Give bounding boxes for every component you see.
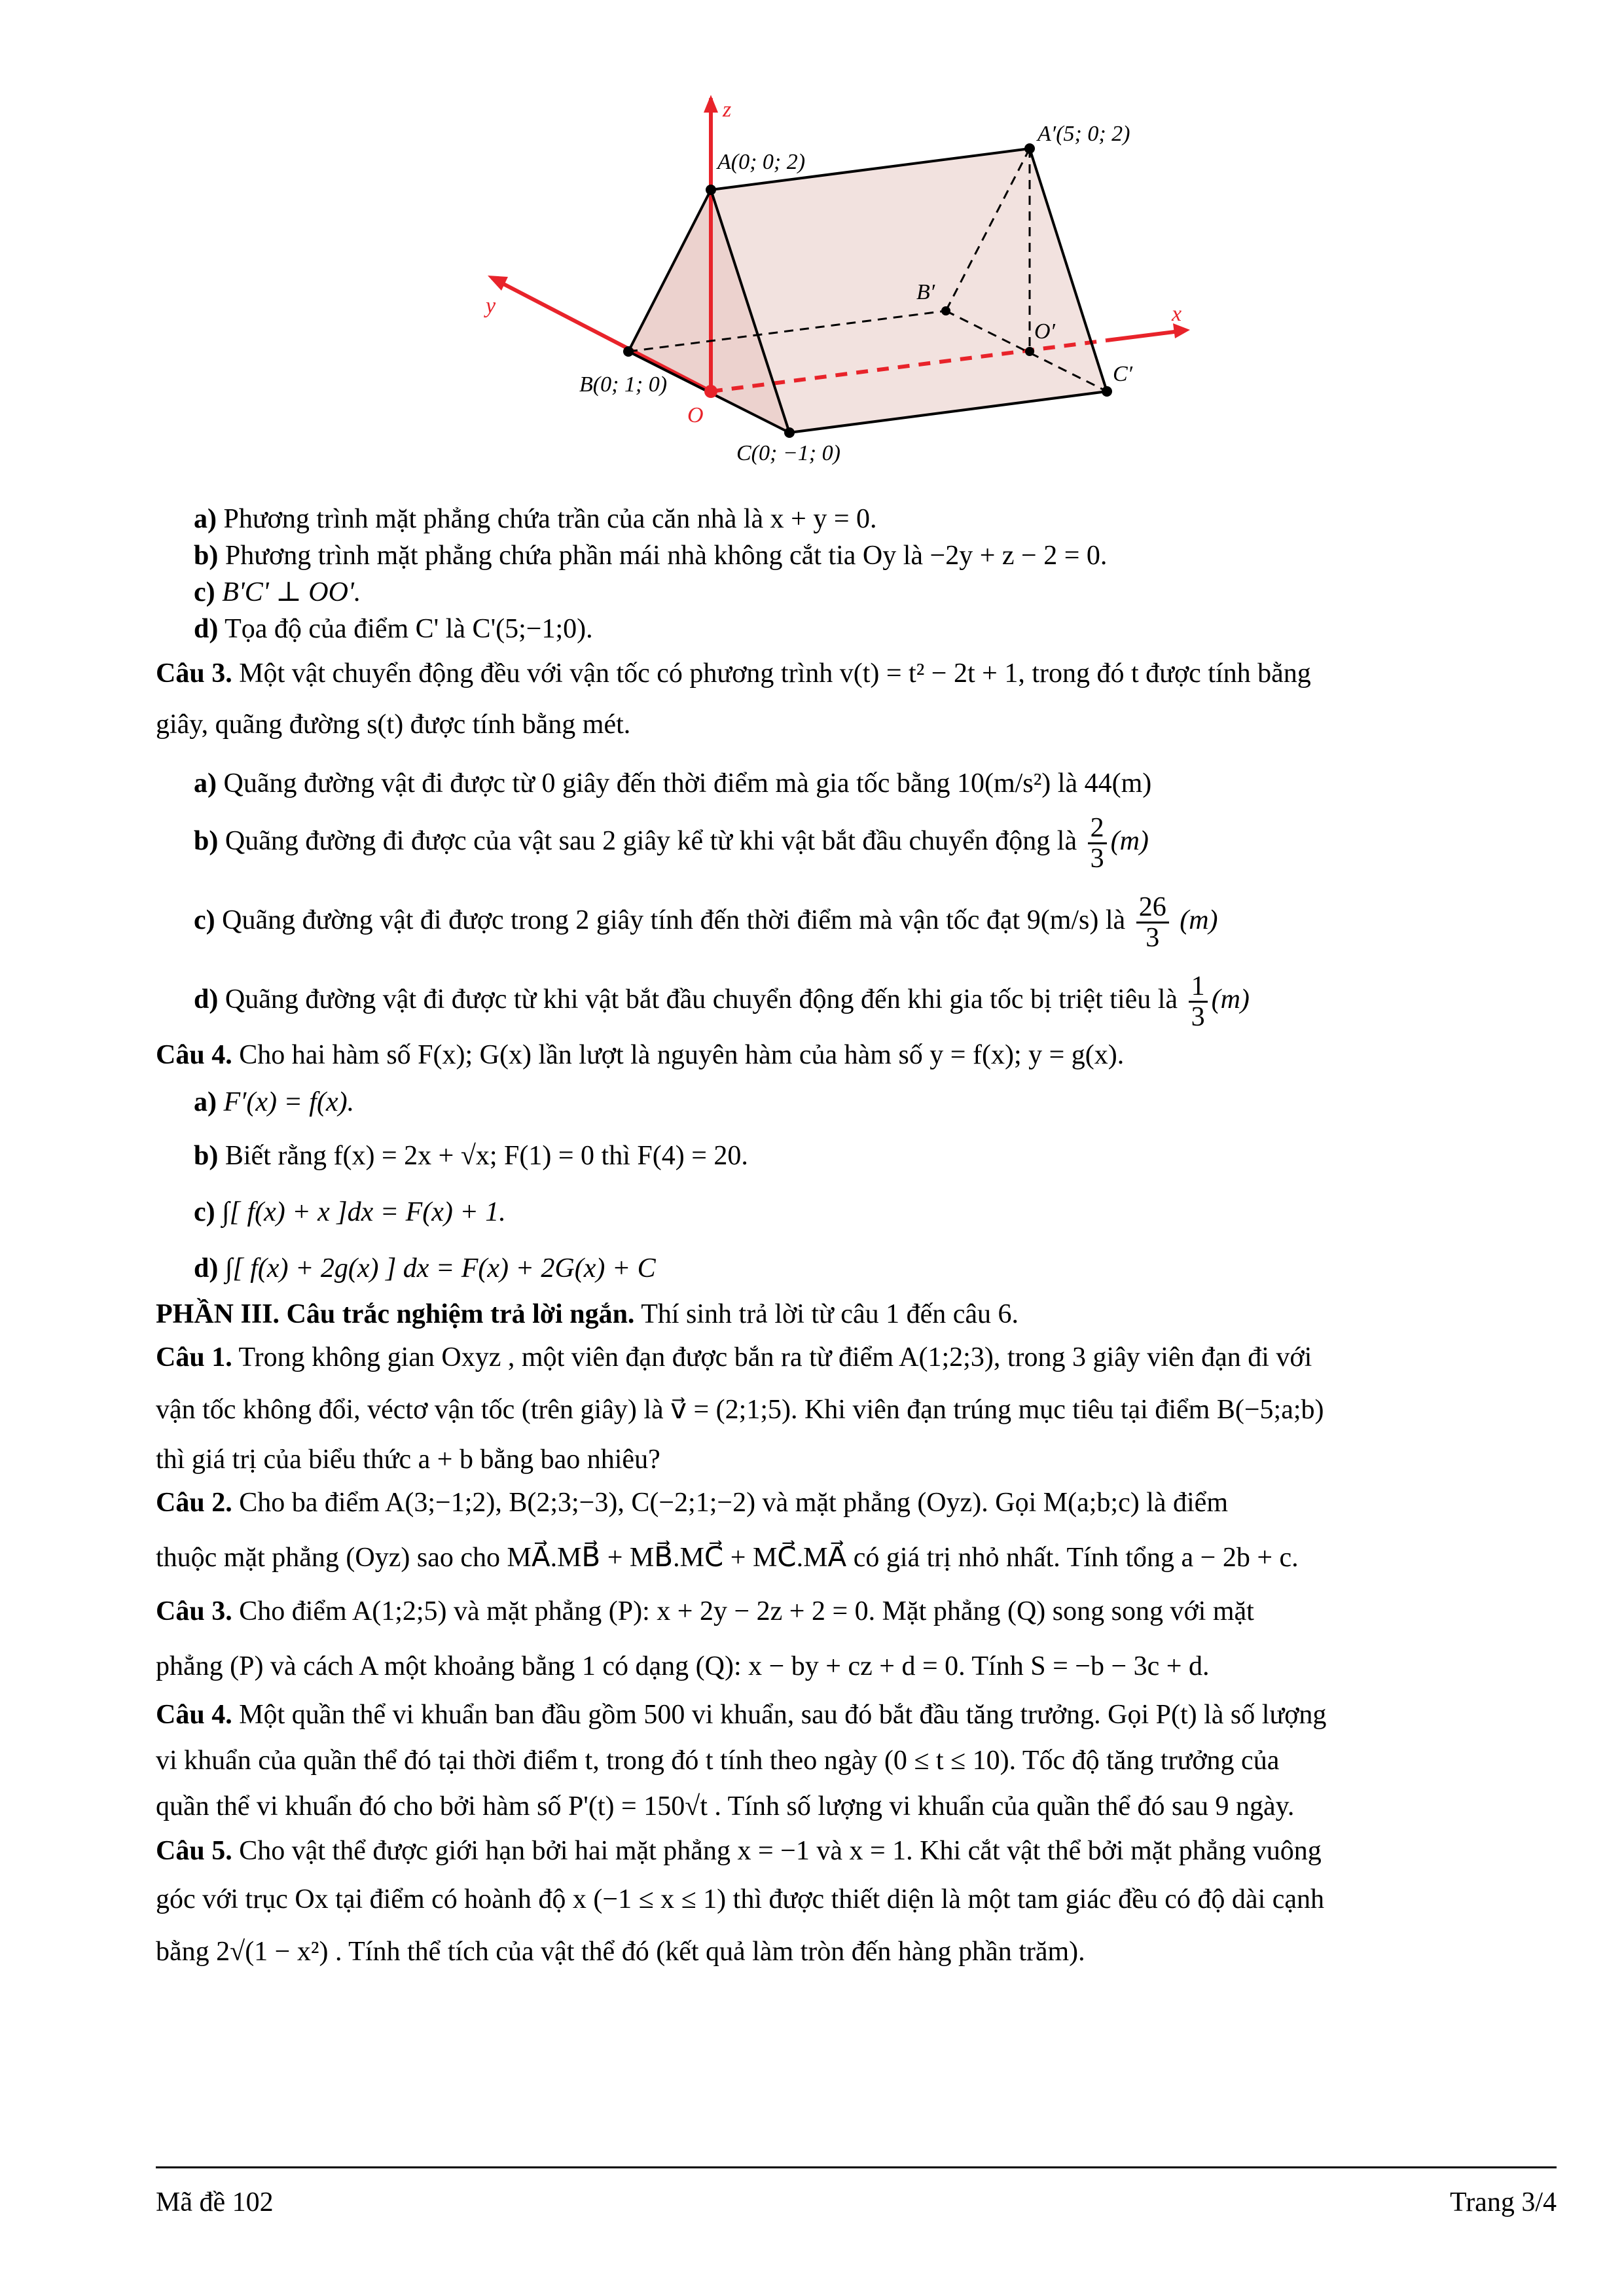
page-number: Trang 3/4 xyxy=(1450,2187,1557,2217)
question-line: bằng 2√(1 − x²) . Tính thể tích của vật thể đó (kết quả làm tròn đến hàng phần trăm). xyxy=(156,1936,1085,1967)
q2-item-a: a) Phương trình mặt phẳng chứa trần của căn nhà là x + y = 0. xyxy=(194,504,877,534)
part3 xyxy=(156,1296,1557,1970)
fraction: $\frac{1}{3}$ xyxy=(1189,972,1208,1031)
label-O: O xyxy=(687,403,704,427)
q3-stem-2: giây, quãng đường s(t) được tính bằng mét. xyxy=(156,709,631,740)
part3-question-5 xyxy=(156,1833,1557,1970)
q4-item-b: b) Biết rằng f(x) = 2x + √x; F(1) = 0 thì F(4) = 20. xyxy=(194,1140,748,1171)
label-y: y xyxy=(486,294,496,318)
label-z: z xyxy=(723,98,732,122)
q3-item-d: d) Quãng đường vật đi được từ khi vật bắt đầu chuyển động đến khi gia tốc bị triệt tiêu là $\frac{1}{3}$ (m) xyxy=(194,971,1250,1032)
content xyxy=(156,501,1557,1970)
label-A1: A′(5; 0; 2) xyxy=(1038,122,1130,146)
question-line: thuộc mặt phẳng (Oyz) sao cho MA⃗.MB⃗ + MB⃗.MC⃗ + MC⃗.MA⃗ có giá trị nhỏ nhất. Tính tổng a − 2b + c. xyxy=(156,1542,1299,1573)
q3-item-b: b) Quãng đường đi được của vật sau 2 giây kể từ khi vật bắt đầu chuyển động là $\frac{2}{3}$ (m) xyxy=(194,812,1149,874)
question-line: quần thể vi khuẩn đó cho bởi hàm số P'(t) = 150√t . Tính số lượng vi khuẩn của quần thể đó sau 9 ngày. xyxy=(156,1791,1295,1821)
point-O xyxy=(704,385,717,398)
q2-item-d: d) Tọa độ của điểm C' là C'(5;−1;0). xyxy=(194,614,593,644)
question-line: Câu 4. Một quần thể vi khuẩn ban đầu gồm 500 vi khuẩn, sau đó bắt đầu tăng trưởng. Gọi P(t) là số lượng xyxy=(156,1699,1327,1730)
x-axis xyxy=(1107,331,1185,340)
point-A xyxy=(706,185,716,195)
question-line: phẳng (P) và cách A một khoảng bằng 1 có dạng (Q): x − by + cz + d = 0. Tính S = −b − 3c + d. xyxy=(156,1651,1210,1681)
q3 xyxy=(156,655,1557,1031)
part3-question-2 xyxy=(156,1484,1557,1576)
q2-item-b: b) Phương trình mặt phẳng chứa phần mái nhà không cắt tia Oy là −2y + z − 2 = 0. xyxy=(194,541,1108,571)
part3-question-1 xyxy=(156,1339,1557,1478)
z-axis-arrow xyxy=(704,95,718,113)
q2-item-c: c) B'C' ⊥ OO'. xyxy=(194,577,361,607)
label-B: B(0; 1; 0) xyxy=(579,372,668,397)
point-O1 xyxy=(1025,347,1034,356)
page-footer xyxy=(156,2166,1557,2217)
prism-figure xyxy=(0,0,1624,497)
q4-stem: Câu 4. Cho hai hàm số F(x); G(x) lần lượt là nguyên hàm của hàm số y = f(x); y = g(x). xyxy=(156,1039,1125,1070)
fraction: $\frac{2}{3}$ xyxy=(1088,814,1107,873)
fraction: $\frac{26}{3}$ xyxy=(1136,893,1169,952)
question-line: góc với trục Ox tại điểm có hoành độ x (−1 ≤ x ≤ 1) thì được thiết diện là một tam giác đều có độ dài cạnh xyxy=(156,1884,1325,1914)
exam-code: Mã đề 102 xyxy=(156,2187,274,2217)
part3-question-3 xyxy=(156,1593,1557,1685)
label-O1: O′ xyxy=(1034,319,1055,344)
question-line: Câu 1. Trong không gian Oxyz , một viên đạn được bắn ra từ điểm A(1;2;3), trong 3 giây viên đạn đi với xyxy=(156,1342,1312,1372)
label-C1: C′ xyxy=(1113,362,1133,386)
question-line: Câu 3. Cho điểm A(1;2;5) và mặt phẳng (P): x + 2y − 2z + 2 = 0. Mặt phẳng (Q) song song với mặt xyxy=(156,1596,1254,1626)
point-C xyxy=(784,427,795,438)
point-A1 xyxy=(1024,143,1035,154)
q4-item-d: d) ∫[ f(x) + 2g(x) ] dx = F(x) + 2G(x) + C xyxy=(194,1253,656,1283)
question-line: vi khuẩn của quần thể đó tại thời điểm t, trong đó t tính theo ngày (0 ≤ t ≤ 10). Tốc độ tăng trưởng của xyxy=(156,1745,1280,1776)
y-axis-arrow xyxy=(488,276,508,291)
q2-items xyxy=(156,501,1557,647)
question-line: thì giá trị của biểu thức a + b bằng bao nhiêu? xyxy=(156,1444,660,1475)
point-C1 xyxy=(1102,386,1112,397)
q4-item-a: a) F′(x) = f(x). xyxy=(194,1086,355,1117)
question-line: vận tốc không đổi, véctơ vận tốc (trên giây) là v⃗ = (2;1;5). Khi viên đạn trúng mục tiêu tại điểm B(−5;a;b) xyxy=(156,1394,1324,1425)
q3-stem: Câu 3. Một vật chuyển động đều với vận tốc có phương trình v(t) = t² − 2t + 1, trong đó t được tính bằng xyxy=(156,658,1311,689)
question-line: Câu 5. Cho vật thể được giới hạn bởi hai mặt phẳng x = −1 và x = 1. Khi cắt vật thể bởi mặt phẳng vuông xyxy=(156,1835,1322,1866)
q4-item-c: c) ∫[ f(x) + x ]dx = F(x) + 1. xyxy=(194,1196,506,1227)
part3-heading: PHẦN III. Câu trắc nghiệm trả lời ngắn. Thí sinh trả lời từ câu 1 đến câu 6. xyxy=(156,1299,1019,1329)
question-line: Câu 2. Cho ba điểm A(3;−1;2), B(2;3;−3), C(−2;1;−2) và mặt phẳng (Oyz). Gọi M(a;b;c) là điểm xyxy=(156,1487,1228,1518)
point-B xyxy=(623,346,634,357)
q3-item-a: a) Quãng đường vật đi được từ 0 giây đến thời điểm mà gia tốc bằng 10(m/s²) là 44(m) xyxy=(194,768,1152,798)
label-C: C(0; −1; 0) xyxy=(736,441,840,465)
label-B1: B′ xyxy=(916,280,935,304)
q3-item-c: c) Quãng đường vật đi được trong 2 giây tính đến thời điểm mà vận tốc đạt 9(m/s) là $\frac{26}{3}$ (m) xyxy=(194,891,1218,953)
part3-question-4 xyxy=(156,1696,1557,1825)
label-A: A(0; 0; 2) xyxy=(717,150,806,174)
point-B1 xyxy=(941,306,950,315)
q4 xyxy=(156,1037,1557,1287)
label-x: x xyxy=(1172,302,1182,326)
